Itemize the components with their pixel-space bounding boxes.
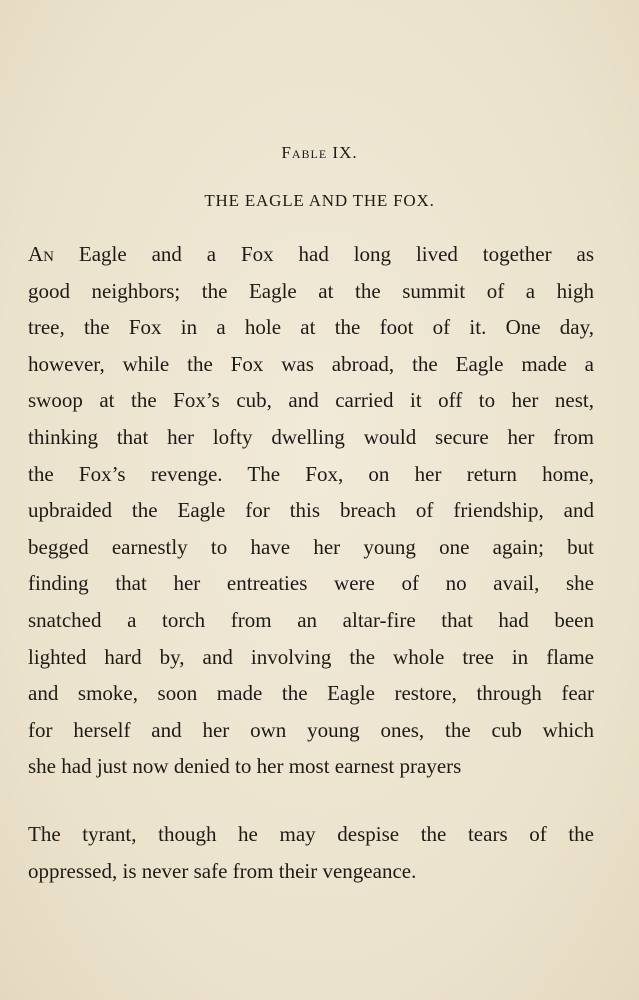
moral-line: The tyrant, though he may despise the tears of the: [28, 822, 594, 846]
body-line: begged earnestly to have her young one again; but: [28, 534, 594, 559]
body-line: she had just now denied to her most earnest prayers: [28, 754, 462, 779]
body-line: good neighbors; the Eagle at the summit of a high: [28, 278, 594, 303]
body-line: snatched a torch from an altar-fire that had been: [28, 607, 594, 632]
body-line: An Eagle and a Fox had long lived together as: [28, 242, 594, 266]
body-line: and smoke, soon made the Eagle restore, through fear: [28, 681, 594, 706]
fable-title: THE EAGLE AND THE FOX.: [204, 191, 435, 210]
fable-number: [0, 143, 639, 163]
body-line: swoop at the Fox’s cub, and carried it off to her nest,: [28, 388, 594, 413]
opening-word: An: [28, 242, 54, 266]
body-line: finding that her entreaties were of no avail, she: [28, 571, 594, 596]
body-line: tree, the Fox in a hole at the foot of it. One day,: [28, 315, 594, 340]
moral-line: oppressed, is never safe from their vengeance.: [28, 858, 417, 883]
body-line: the Fox’s revenge. The Fox, on her return home,: [28, 461, 594, 486]
body-line: lighted hard by, and involving the whole tree in flame: [28, 644, 594, 669]
fable-moral: [28, 816, 594, 889]
fable-number-label: Fable IX.: [281, 143, 358, 162]
body-line: for herself and her own young ones, the cub which: [28, 717, 594, 742]
body-line: thinking that her lofty dwelling would secure her from: [28, 424, 594, 449]
body-line: upbraided the Eagle for this breach of friendship, and: [28, 498, 594, 523]
fable-body: [28, 236, 594, 785]
body-line: however, while the Fox was abroad, the Eagle made a: [28, 351, 594, 376]
